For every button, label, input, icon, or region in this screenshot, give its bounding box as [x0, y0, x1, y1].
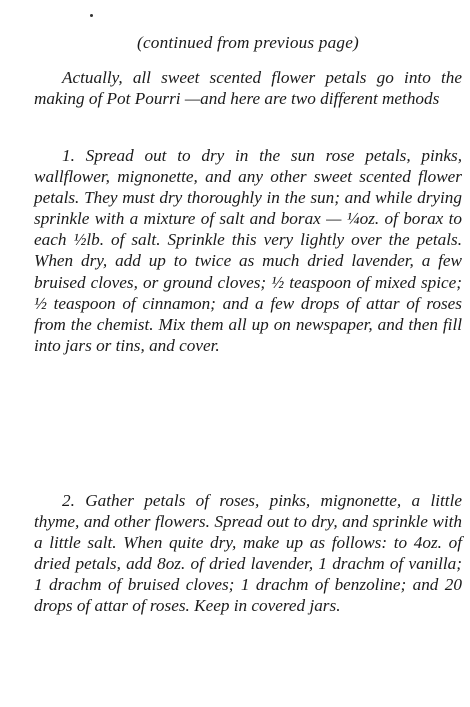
article-clipping [34, 0, 462, 707]
print-speck [90, 14, 93, 17]
method-one-paragraph: 1. Spread out to dry in the sun rose petals, pinks, wallflower, mignonette, and any other sweet scented flower petals. They must dry thoroughly in the sun; and while drying sprinkle with a mixture of salt and borax — ¼oz. of borax to each ½lb. of salt. Sprinkle this very lightly over the petals. When dry, add up to twice as much dried lavender, a few bruised cloves, or ground cloves; ½ teaspoon of mixed spice; ½ teaspoon of cinnamon; and a few drops of attar of roses from the chemist. Mix them all up on newspaper, and then fill into jars or tins, and cover. [34, 146, 462, 355]
method-two-paragraph: 2. Gather petals of roses, pinks, mignonette, a little thyme, and other flowers. Spread out to dry, and sprinkle with a little salt. When quite dry, make up as follows: to 4oz. of dried petals, add 8oz. of dried lavender, 1 drachm of vanilla; 1 drachm of bruised cloves; 1 drachm of benzoline; and 20 drops of attar of roses. Keep in covered jars. [34, 491, 462, 616]
intro-paragraph: Actually, all sweet scented flower petals go into the making of Pot Pourri —and here are two different methods [34, 68, 462, 109]
continued-heading: (continued from previous page) [137, 33, 359, 52]
